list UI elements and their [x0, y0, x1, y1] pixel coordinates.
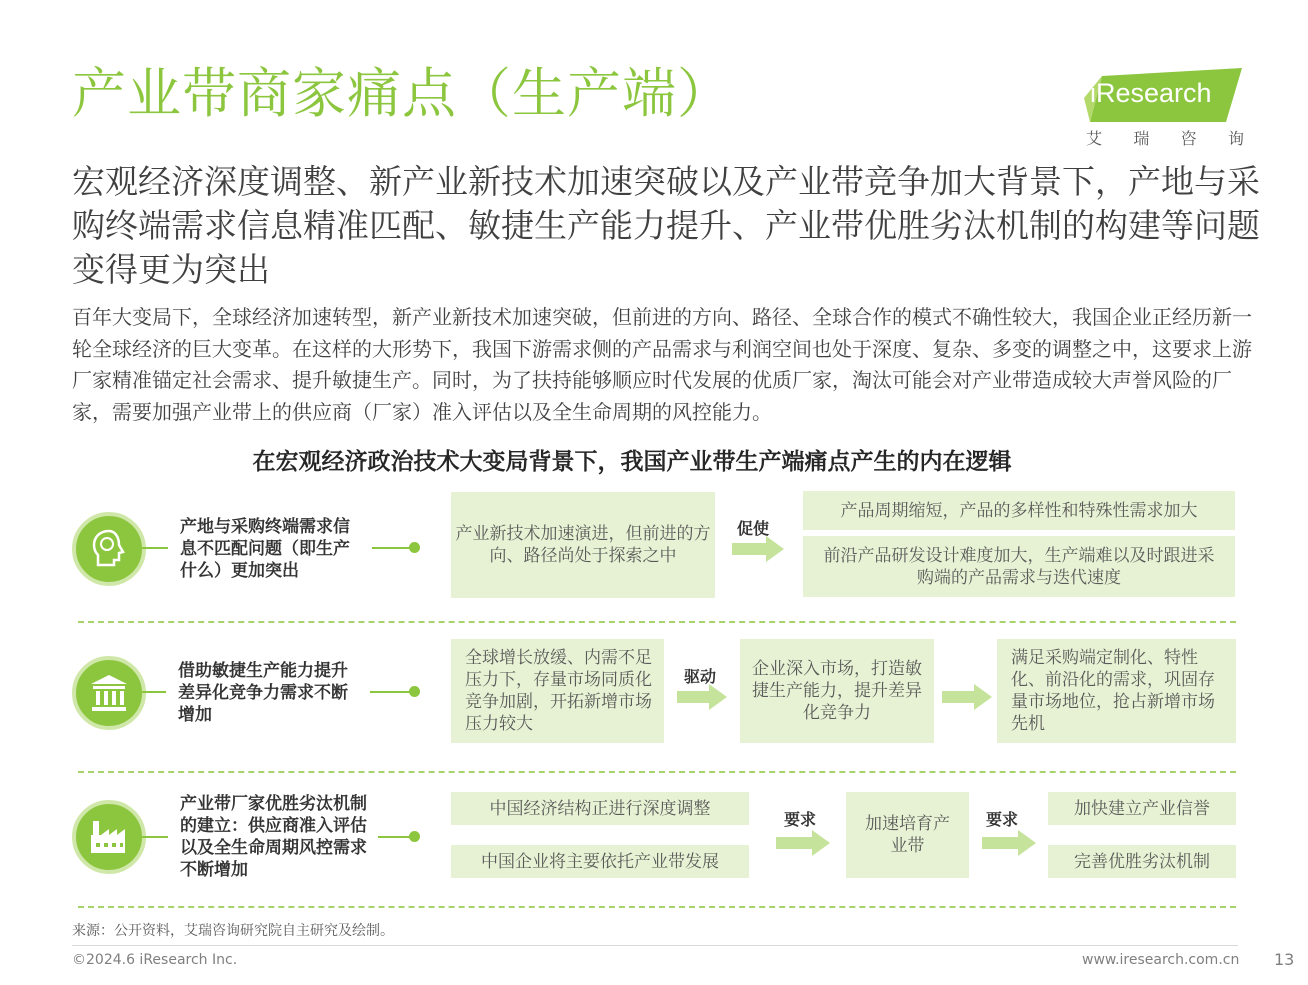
logo-subtitle: 艾 瑞 咨 询: [1086, 129, 1244, 148]
row1-box3: 前沿产品研发设计难度加大，生产端难以及时跟进采购端的产品需求与迭代速度: [803, 536, 1235, 597]
intro-paragraph: 百年大变局下，全球经济加速转型，新产业新技术加速突破，但前进的方向、路径、全球合作的模式不确性较大，我国企业正经历新一轮全球经济的巨大变革。在这样的大形势下，我国下游需求侧的产品需求与利润空间也处于深度、复杂、多变的调整之中，这要求上游厂家精准锚定社会需求、提升敏捷生产。同时，为了扶持能够顺应时代发展的优质厂家，淘汰可能会对产业带造成较大声誉风险的厂家，需要加强产业带上的供应商（厂家）准入评估以及全生命周期的风控能力。: [72, 305, 1252, 424]
row3-label: 产业带厂家优胜劣汰机制的建立：供应商准入评估以及全生命周期风控需求不断增加: [180, 794, 367, 880]
row3-box2: 中国企业将主要依托产业带发展: [451, 845, 749, 878]
row3-arrow1-label: 要求: [784, 810, 817, 829]
row2-label: 借助敏捷生产能力提升差异化竞争力需求不断增加: [178, 661, 348, 725]
source-note: 来源：公开资料，艾瑞咨询研究院自主研究及绘制。: [72, 923, 394, 939]
arrow-right-icon: [776, 830, 830, 856]
row3-box4: 加快建立产业信誉: [1048, 792, 1236, 825]
row2-arrow-label: 驱动: [684, 667, 717, 686]
lightbulb-head-icon: [72, 512, 146, 586]
arrow-right-icon: [942, 684, 992, 710]
row1-label: 产地与采购终端需求信息不匹配问题（即生产什么）更加突出: [180, 517, 350, 581]
connector: [378, 836, 412, 838]
row2-box3: 满足采购端定制化、特性化、前沿化的需求，巩固存量市场地位，抢占新增市场先机: [997, 639, 1236, 743]
logo-text: iResearch: [1090, 78, 1212, 108]
connector-dot: [409, 686, 420, 697]
iresearch-logo: [1084, 68, 1244, 128]
connector: [372, 547, 412, 549]
bank-building-icon: [72, 656, 146, 730]
subtitle: 宏观经济深度调整、新产业新技术加速突破以及产业带竞争加大背景下，产地与采购终端需求信息精准匹配、敏捷生产能力提升、产业带优胜劣汰机制的构建等问题变得更为突出: [72, 162, 1260, 289]
connector: [142, 836, 168, 838]
copyright: ©2024.6 iResearch Inc.: [72, 952, 238, 968]
row3-box3: 加速培育产业带: [846, 792, 969, 878]
connector-dot: [409, 542, 420, 553]
connector-dot: [409, 831, 420, 842]
connector: [142, 547, 168, 549]
row1-arrow-label: 促使: [737, 519, 770, 538]
row3-box1: 中国经济结构正进行深度调整: [451, 792, 749, 825]
footer-divider: [72, 945, 1238, 946]
row-divider: [78, 771, 1236, 773]
arrow-right-icon: [732, 536, 784, 562]
connector: [142, 691, 166, 693]
row3-arrow2-label: 要求: [986, 810, 1019, 829]
row1-box1: 产业新技术加速演进，但前进的方向、路径尚处于探索之中: [451, 492, 715, 598]
row-divider: [78, 906, 1236, 908]
row-divider: [78, 621, 1236, 623]
diagram-title: 在宏观经济政治技术大变局背景下，我国产业带生产端痛点产生的内在逻辑: [252, 449, 1012, 475]
arrow-right-icon: [982, 830, 1036, 856]
row1-box2: 产品周期缩短，产品的多样性和特殊性需求加大: [803, 491, 1235, 530]
page-title: 产业带商家痛点（生产端）: [72, 62, 732, 125]
factory-icon: [72, 800, 146, 874]
page-number: 13: [1274, 950, 1295, 969]
row3-box5: 完善优胜劣汰机制: [1048, 845, 1236, 878]
website-link[interactable]: www.iresearch.com.cn: [1082, 952, 1240, 968]
arrow-right-icon: [677, 684, 727, 710]
row2-box1: 全球增长放缓、内需不足压力下，存量市场同质化竞争加剧，开拓新增市场压力较大: [451, 639, 664, 743]
row2-box2: 企业深入市场，打造敏捷生产能力，提升差异化竞争力: [740, 639, 934, 743]
connector: [370, 691, 412, 693]
